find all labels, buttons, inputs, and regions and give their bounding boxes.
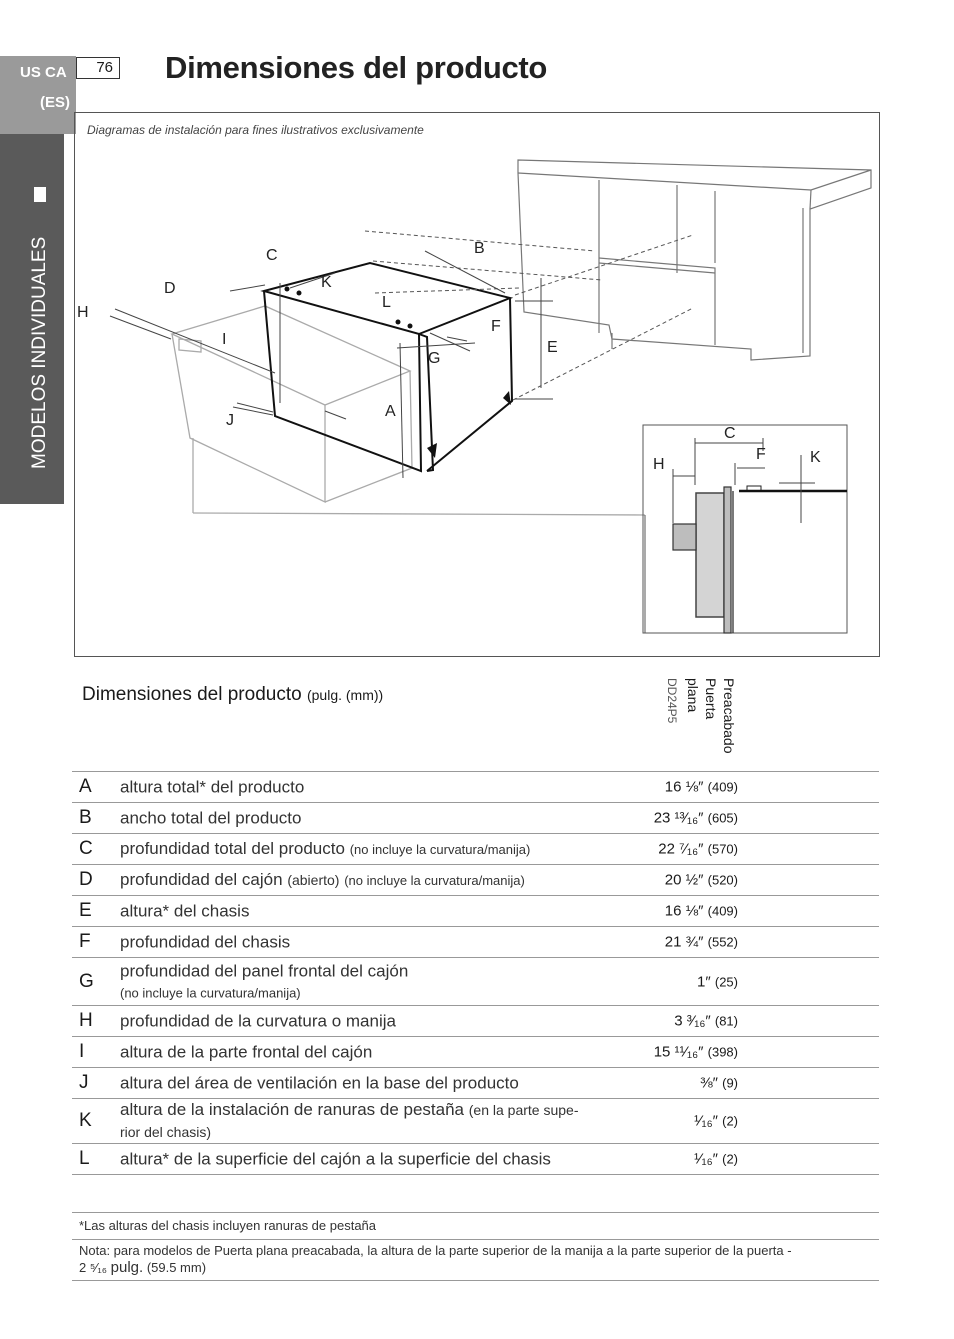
row-description <box>120 932 640 953</box>
row-value <box>665 872 738 889</box>
dim-label-i: I <box>222 331 227 348</box>
row-value-mm: (570) <box>707 841 738 857</box>
row-value-inches: 16 ⅛″ <box>664 778 704 796</box>
row-description <box>120 838 640 860</box>
language-label: (ES) <box>40 94 70 111</box>
diagram-drawing <box>75 113 881 658</box>
row-desc-note-cont: rior del chasis) <box>120 1124 212 1140</box>
row-letter: F <box>79 931 91 952</box>
detail-label-f: F <box>756 446 766 463</box>
footnote-handle-height <box>72 1240 879 1281</box>
row-desc-text: altura* de la superficie del cajón a la superficie del chasis <box>120 1149 551 1169</box>
row-value <box>658 841 738 858</box>
table-row <box>72 803 879 834</box>
row-desc-text: altura del área de ventilación en la base del producto <box>120 1073 519 1093</box>
row-value <box>665 934 738 951</box>
row-description <box>120 1073 640 1094</box>
row-description <box>120 1011 640 1032</box>
row-value-inches: 20 ½″ <box>664 871 704 889</box>
row-description <box>120 808 640 829</box>
row-value-inches: 16 ⅛″ <box>664 902 704 920</box>
row-value <box>654 1044 738 1061</box>
row-description <box>120 869 640 891</box>
column-header-line2: Puerta <box>703 678 719 720</box>
table-row <box>72 1099 879 1144</box>
row-letter: D <box>79 869 93 890</box>
row-desc-note: (no incluye la curvatura/manija) <box>120 985 301 1000</box>
table-row <box>72 834 879 865</box>
row-letter: A <box>79 776 92 797</box>
dim-label-d: D <box>164 280 176 297</box>
row-value-mm: (520) <box>707 872 738 888</box>
row-value-mm: (2) <box>722 1113 738 1129</box>
row-value-mm: (409) <box>707 779 738 795</box>
row-letter: K <box>79 1110 92 1131</box>
row-value-inches: 15 ¹¹⁄₁₆″ <box>653 1043 704 1061</box>
table-row <box>72 772 879 803</box>
row-desc-note: (en la parte supe- <box>468 1102 579 1118</box>
dim-label-h: H <box>77 304 89 321</box>
row-desc-text: altura de la parte frontal del cajón <box>120 1042 373 1062</box>
row-value-inches: ⅜″ <box>700 1074 718 1092</box>
footnote-value: 2 ⁵⁄₁₆ <box>79 1260 108 1275</box>
row-value-inches: 3 ³⁄₁₆″ <box>674 1012 711 1030</box>
row-description <box>120 1042 640 1063</box>
table-row <box>72 1037 879 1068</box>
row-desc-sub: (abierto) <box>287 872 340 888</box>
row-value-inches: 1″ <box>697 973 711 990</box>
row-description <box>120 901 640 922</box>
row-letter: I <box>79 1041 85 1062</box>
row-value-inches: 21 ¾″ <box>664 933 704 951</box>
row-letter: J <box>79 1072 89 1093</box>
row-letter: G <box>79 970 94 992</box>
row-desc-text: profundidad total del producto <box>120 839 345 858</box>
row-value-inches: 22 ⁷⁄₁₆″ <box>658 840 704 858</box>
table-row <box>72 927 879 958</box>
page-title: Dimensiones del producto <box>165 50 548 85</box>
dim-label-k: K <box>321 274 332 291</box>
row-desc-text: altura* del chasis <box>120 901 250 921</box>
row-value-mm: (81) <box>714 1013 738 1029</box>
row-value-inches: ¹⁄₁₆″ <box>694 1150 718 1168</box>
footnote-chassis-heights: *Las alturas del chasis incluyen ranuras de pestaña <box>72 1212 879 1240</box>
row-value <box>697 973 738 990</box>
row-letter: C <box>79 838 93 859</box>
dimension-rows <box>72 771 879 1175</box>
row-desc-text: profundidad del cajón <box>120 870 283 889</box>
row-description <box>120 1099 640 1143</box>
row-value <box>700 1075 738 1092</box>
row-desc-text: profundidad de la curvatura o manija <box>120 1011 396 1031</box>
row-desc-note: (no incluye la curvatura/manija) <box>344 873 525 888</box>
region-label: US CA <box>20 64 67 81</box>
dim-label-g: G <box>428 350 441 367</box>
section-sidebar <box>0 134 64 504</box>
column-header-line1: Preacabado <box>721 678 737 754</box>
diagram-caption: Diagramas de instalación para fines ilustrativos exclusivamente <box>87 123 424 137</box>
row-desc-note: (no incluye la curvatura/manija) <box>349 842 531 857</box>
row-description <box>120 777 640 798</box>
row-value-mm: (552) <box>707 934 738 950</box>
detail-label-k: K <box>810 449 821 466</box>
row-desc-text: altura de la instalación de ranuras de pestaña <box>120 1100 465 1119</box>
row-value <box>674 1013 738 1030</box>
installation-diagram <box>74 112 880 657</box>
row-value <box>665 779 738 796</box>
row-desc-text: profundidad del chasis <box>120 932 291 952</box>
dim-label-l: L <box>382 294 391 311</box>
row-value-mm: (2) <box>722 1151 738 1167</box>
dim-label-f: F <box>491 318 501 335</box>
row-value-inches: ¹⁄₁₆″ <box>694 1112 718 1130</box>
section-label: MODELOS INDIVIDUALES <box>29 236 50 469</box>
table-row <box>72 958 879 1006</box>
dim-label-j: J <box>226 412 234 429</box>
row-value-inches: 23 ¹³⁄₁₆″ <box>653 809 704 827</box>
row-value-mm: (25) <box>714 974 738 989</box>
table-row <box>72 1006 879 1037</box>
table-row <box>72 865 879 896</box>
row-letter: H <box>79 1010 93 1031</box>
row-letter: L <box>79 1148 90 1169</box>
row-value <box>654 810 738 827</box>
row-value <box>694 1151 738 1168</box>
table-unit: (pulg. (mm)) <box>306 687 384 703</box>
table-title: Dimensiones del producto <box>82 684 302 705</box>
row-description <box>120 1149 640 1170</box>
row-value <box>665 903 738 920</box>
table-row <box>72 1068 879 1099</box>
region-tab <box>0 56 76 134</box>
column-header <box>665 678 745 770</box>
footnote-text: Nota: para modelos de Puerta plana preacabada, la altura de la parte superior de la manija a la parte superior de la puerta - <box>79 1243 792 1258</box>
row-value-mm: (9) <box>722 1075 738 1091</box>
table-row <box>72 1144 879 1175</box>
section-marker-icon <box>34 187 46 202</box>
footnote-unit: pulg. <box>110 1259 144 1276</box>
table-row <box>72 896 879 927</box>
dim-label-c: C <box>266 247 278 264</box>
row-desc-text: profundidad del panel frontal del cajón <box>120 961 409 980</box>
row-desc-text: altura total* del producto <box>120 777 305 797</box>
footnote-mm: (59.5 mm) <box>146 1260 207 1275</box>
dim-label-b: B <box>474 240 485 257</box>
row-description <box>120 960 640 1003</box>
page-number: 76 <box>76 57 120 79</box>
detail-label-c: C <box>724 425 736 442</box>
row-value <box>694 1113 738 1130</box>
table-heading <box>82 684 383 706</box>
row-desc-text: ancho total del producto <box>120 808 302 828</box>
column-header-line3: plana <box>685 678 701 713</box>
detail-label-h: H <box>653 456 665 473</box>
dim-label-e: E <box>547 339 558 356</box>
row-letter: B <box>79 807 92 828</box>
row-letter: E <box>79 900 92 921</box>
row-value-mm: (605) <box>707 810 738 826</box>
column-header-model: DD24P5 <box>665 678 679 724</box>
row-value-mm: (409) <box>707 903 738 919</box>
row-value-mm: (398) <box>707 1044 738 1060</box>
dim-label-a: A <box>385 403 396 420</box>
